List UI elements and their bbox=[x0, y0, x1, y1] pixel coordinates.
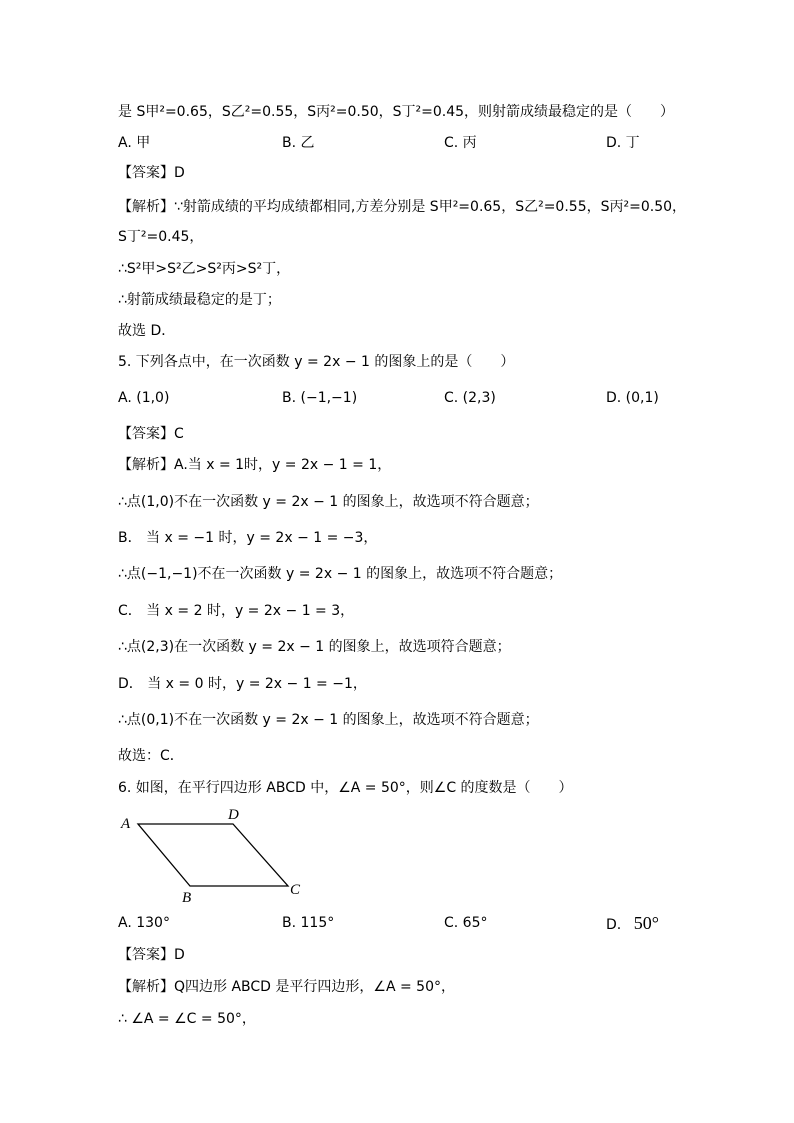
q5-analysis-line-6: ∴点(2,3)在一次函数 y = 2x − 1 的图象上，故选项符合题意； bbox=[118, 639, 511, 655]
q5-option-d: D. (0,1) bbox=[606, 390, 659, 406]
q5-analysis-line-2: ∴点(1,0)不在一次函数 y = 2x − 1 的图象上，故选项不符合题意； bbox=[118, 494, 539, 510]
q5-analysis-line-7: D． 当 x = 0 时，y = 2x − 1 = −1， bbox=[118, 676, 367, 692]
q6-option-d bbox=[606, 913, 659, 935]
q4-analysis-line-1: 【解析】∵射箭成绩的平均成绩都相同,方差分别是 S甲²=0.65，S乙²=0.55，S丙²=0.50， bbox=[118, 199, 687, 215]
q5-analysis-line-8: ∴点(0,1)不在一次函数 y = 2x − 1 的图象上，故选项不符合题意； bbox=[118, 712, 539, 728]
q6-option-c: C. 65° bbox=[444, 915, 488, 931]
q4-stem: 是 S甲²=0.65，S乙²=0.55，S丙²=0.50，S丁²=0.45，则射箭成绩最稳定的是（ ） bbox=[118, 104, 675, 120]
q5-option-c: C. (2,3) bbox=[444, 390, 496, 406]
vertex-label-b: B bbox=[182, 890, 192, 905]
q5-analysis-line-9: 故选：C． bbox=[118, 748, 184, 764]
q4-analysis-line-4: ∴射箭成绩最稳定的是丁； bbox=[118, 292, 281, 308]
q4-analysis-line-2: S丁²=0.45， bbox=[118, 229, 204, 245]
q5-analysis-line-4: ∴点(−1,−1)不在一次函数 y = 2x − 1 的图象上，故选项不符合题意； bbox=[118, 566, 563, 582]
q4-analysis-line-3: ∴S²甲>S²乙>S²丙>S²丁， bbox=[118, 261, 291, 277]
parallelogram-shape bbox=[138, 824, 288, 886]
vertex-label-a: A bbox=[121, 816, 131, 832]
q5-answer: 【答案】C bbox=[118, 426, 184, 442]
q4-analysis-line-5: 故选 D． bbox=[118, 323, 176, 339]
vertex-label-c: C bbox=[290, 882, 301, 898]
q5-analysis-line-5: C． 当 x = 2 时，y = 2x − 1 = 3， bbox=[118, 603, 355, 619]
q5-analysis-line-3: B． 当 x = −1 时，y = 2x − 1 = −3， bbox=[118, 530, 378, 546]
q4-answer: 【答案】D bbox=[118, 165, 185, 181]
q4-option-d: D. 丁 bbox=[606, 135, 640, 151]
q4-option-c: C. 丙 bbox=[444, 135, 477, 151]
q5-option-b: B. (−1,−1) bbox=[282, 390, 358, 406]
q4-option-a: A. 甲 bbox=[118, 135, 151, 151]
q6-answer: 【答案】D bbox=[118, 947, 185, 963]
q5-analysis-line-1: 【解析】A.当 x = 1时，y = 2x − 1 = 1， bbox=[118, 457, 392, 473]
q5-option-a: A. (1,0) bbox=[118, 390, 170, 406]
q4-option-b: B. 乙 bbox=[282, 135, 315, 151]
q6-analysis-line-2: ∴ ∠A = ∠C = 50°， bbox=[118, 1011, 256, 1027]
parallelogram-figure bbox=[115, 805, 315, 905]
q6-option-a: A. 130° bbox=[118, 915, 170, 931]
vertex-label-d: D bbox=[228, 807, 239, 823]
q6-option-d-label: D. bbox=[606, 917, 622, 933]
q6-analysis-line-1: 【解析】Q四边形 ABCD 是平行四边形，∠A = 50°， bbox=[118, 979, 455, 995]
q6-option-d-value: 50° bbox=[633, 913, 659, 933]
q6-stem: 6. 如图，在平行四边形 ABCD 中，∠A = 50°，则∠C 的度数是（ ） bbox=[118, 780, 573, 796]
q5-stem: 5. 下列各点中，在一次函数 y = 2x − 1 的图象上的是（ ） bbox=[118, 354, 515, 370]
q6-option-b: B. 115° bbox=[282, 915, 335, 931]
